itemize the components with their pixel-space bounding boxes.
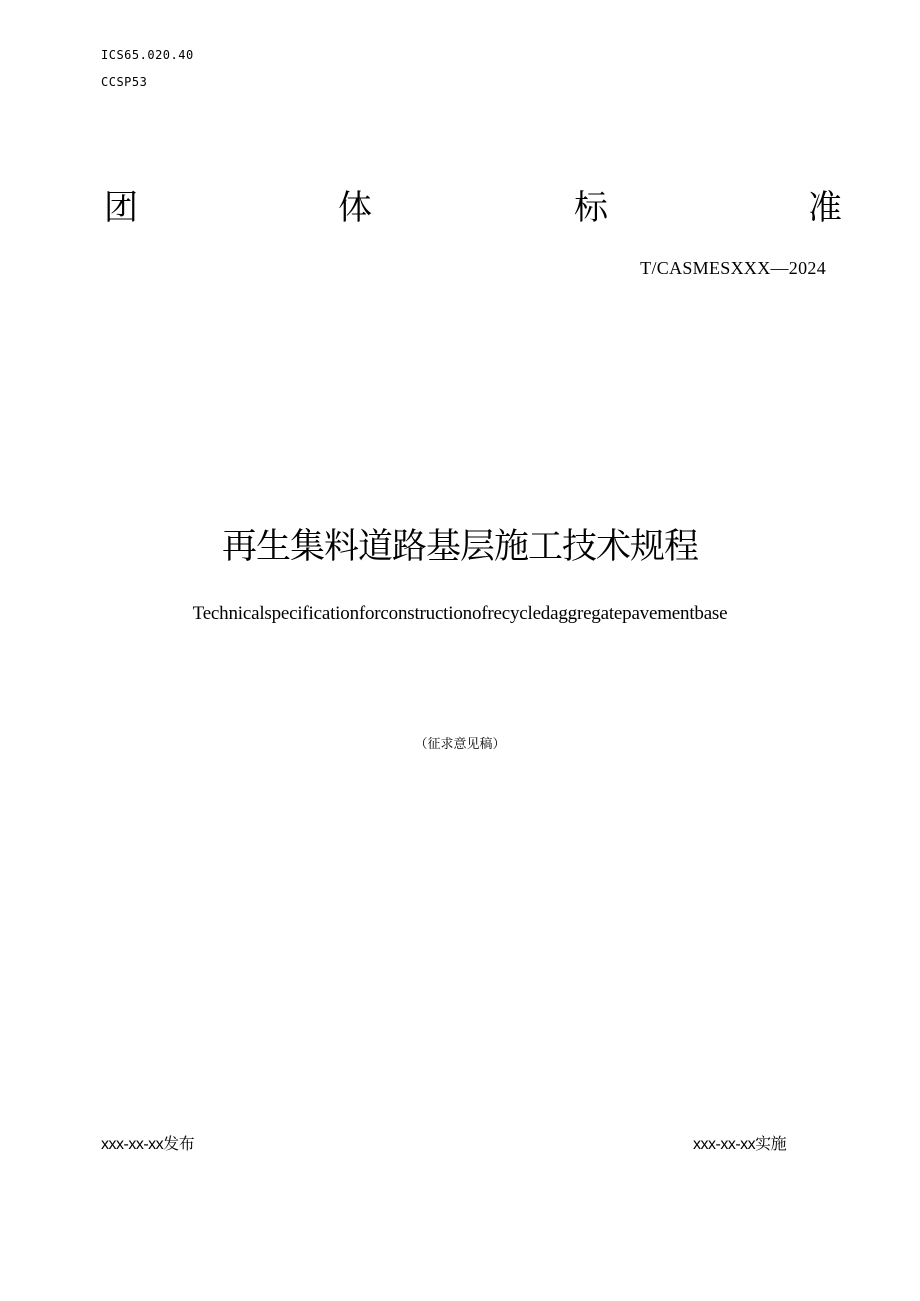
publish-date: xxx-xx-xx发布 — [101, 1136, 195, 1153]
draft-status-note: （征求意见稿） — [414, 737, 506, 752]
standard-type-char: 团 — [104, 188, 138, 228]
standard-type-char: 体 — [338, 188, 372, 228]
ccs-code: CCSP53 — [101, 75, 148, 89]
standard-number: T/CASMESXXX—2024 — [640, 258, 826, 278]
implement-date: xxx-xx-xx实施 — [693, 1136, 787, 1153]
ics-code: ICS65.020.40 — [101, 48, 194, 62]
standard-type-char: 标 — [574, 188, 608, 228]
standard-type-char: 准 — [808, 188, 842, 228]
document-title-zh: 再生集料道路基层施工技术规程 — [221, 527, 698, 567]
document-title-en: Technicalspecificationforconstructionofrecycledaggregatepavementbase — [192, 603, 728, 624]
